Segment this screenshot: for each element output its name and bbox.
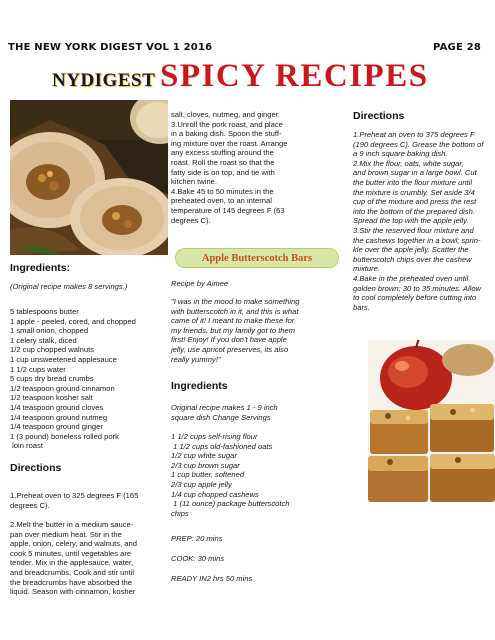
text-line: temperature of 145 degrees F (63 bbox=[171, 205, 285, 215]
list-item: 1 small onion, chopped bbox=[10, 326, 89, 336]
recipe1-ingredients-heading: Ingredients: bbox=[10, 262, 71, 274]
list-item: 1/2 cup white sugar bbox=[171, 451, 237, 461]
text-line: cook 5 minutes, until vegetables are bbox=[10, 548, 132, 558]
text-line: salt, cloves, nutmeg, and ginger. bbox=[171, 110, 280, 119]
text-line: tender. Mix in the applesauce, water, bbox=[10, 558, 134, 568]
text-line: cup of the mixture and press the rest bbox=[353, 197, 477, 207]
recipe1-ingredients-list bbox=[10, 307, 170, 451]
list-item: 1/4 teaspoon ground nutmeg bbox=[10, 412, 108, 422]
text-line: Spread the top with the apple jelly. bbox=[353, 216, 469, 226]
recipe2-directions-heading: Directions bbox=[353, 110, 405, 122]
text-line: my friends, but my family got to them bbox=[171, 325, 296, 335]
text-line: ing mixture over the roast. Arrange bbox=[171, 138, 288, 148]
text-line: preheated oven, to an internal bbox=[171, 196, 272, 206]
recipe2-ingredients-heading: Ingredients bbox=[171, 380, 228, 392]
list-item: 1 cup butter, softened bbox=[171, 470, 245, 480]
text-line: any excess stuffing around the bbox=[171, 148, 274, 158]
recipe1-step-2 bbox=[10, 520, 170, 597]
recipe2-byline: Recipe by Aimee bbox=[171, 279, 229, 288]
recipe2-ready-time: READY IN2 hrs 50 mins bbox=[171, 574, 253, 583]
text-line: 3.Stir the reserved flour mixture and bbox=[353, 225, 474, 235]
text-line: into the bottom of the prepared dish. bbox=[353, 206, 476, 216]
text-line: 4.Bake in the preheated oven until bbox=[353, 273, 469, 283]
recipe1-servings: (Original recipe makes 8 servings.) bbox=[10, 282, 128, 291]
text-line: 1.Preheat an oven to 375 degrees F bbox=[353, 130, 475, 139]
recipe2-directions bbox=[353, 130, 491, 312]
text-line: a 9 inch square baking dish. bbox=[353, 149, 448, 159]
text-line: Original recipe makes 1 - 9 inch bbox=[171, 403, 278, 412]
recipe2-ingredients-list bbox=[171, 432, 347, 518]
list-item: loin roast bbox=[10, 441, 43, 451]
text-line: roast. Roll the roast so that the bbox=[171, 157, 275, 167]
recipe2-cook-time: COOK: 30 mins bbox=[171, 554, 225, 563]
list-item: 1 1/2 cups old-fashioned oats bbox=[171, 441, 273, 451]
stuffed-pork-photo bbox=[10, 100, 168, 255]
section-title: SPICY RECIPES bbox=[160, 58, 429, 94]
recipe1-directions-heading: Directions bbox=[10, 462, 62, 474]
text-line: jelly, use apricot preserves, its also bbox=[171, 344, 289, 354]
text-line: kle over the apple jelly. Scatter the bbox=[353, 245, 469, 255]
text-line: 4.Bake 45 to 50 minutes in the bbox=[171, 186, 274, 196]
text-line: in a baking dish. Spoon the stuff- bbox=[171, 129, 282, 139]
text-line: liquid. Season with cinnamon, kosher bbox=[10, 587, 136, 597]
page-number: PAGE 28 bbox=[433, 42, 481, 53]
text-line: really yummy!" bbox=[171, 354, 221, 364]
text-line: kitchen twine. bbox=[171, 177, 218, 187]
list-item: 1/4 teaspoon ground ginger bbox=[10, 422, 103, 432]
list-item: 5 cups dry bread crumbs bbox=[10, 374, 94, 384]
list-item: 1 (3 pound) boneless rolled pork bbox=[10, 431, 119, 441]
text-line: bars. bbox=[353, 302, 370, 312]
text-line: and brown sugar in a large bowl. Cut bbox=[353, 168, 477, 178]
list-item: 1 celery stalk, diced bbox=[10, 335, 77, 345]
text-line: 1.Preheat oven to 325 degrees F (165 bbox=[10, 491, 139, 500]
text-line: and breadcrumbs. Cook and stir until bbox=[10, 567, 135, 577]
text-line: the butter into the flour mixture until bbox=[353, 177, 473, 187]
list-item: 1 1/2 cups water bbox=[10, 364, 66, 374]
text-line: first! Enjoy! If you don't have apple bbox=[171, 335, 287, 345]
text-line: 2.Melt the butter in a medium sauce- bbox=[10, 520, 134, 529]
recipe2-title: Apple Butterscotch Bars bbox=[201, 252, 313, 264]
text-line: the breadcrumbs have absorbed the bbox=[10, 577, 133, 587]
list-item: 1/2 cup chopped walnuts bbox=[10, 345, 95, 355]
list-item: 2/3 cup apple jelly bbox=[171, 479, 232, 489]
masthead-logo: NYDIGEST bbox=[52, 70, 156, 91]
list-item: 1/4 teaspoon ground cloves bbox=[10, 402, 104, 412]
list-item: chips bbox=[171, 508, 189, 518]
list-item: 1/2 teaspoon ground cinnamon bbox=[10, 383, 115, 393]
publication-title: THE NEW YORK DIGEST VOL 1 2016 bbox=[8, 42, 213, 53]
list-item: 1 apple - peeled, cored, and chopped bbox=[10, 316, 136, 326]
recipe2-servings bbox=[171, 403, 347, 422]
text-line: fatty side is on top, and tie with bbox=[171, 167, 275, 177]
recipe2-prep-time: PREP: 20 mins bbox=[171, 534, 223, 543]
list-item: 1/2 teaspoon kosher salt bbox=[10, 393, 93, 403]
list-item: 2/3 cup brown sugar bbox=[171, 460, 240, 470]
list-item: 1 (11 ounce) package butterscotch bbox=[171, 499, 290, 509]
text-line: golden brown; 30 to 35 minutes. Allow bbox=[353, 283, 482, 293]
text-line: mixture. bbox=[353, 264, 381, 274]
text-line: the cashews together in a bowl; sprin- bbox=[353, 235, 481, 245]
text-line: 3.Unroll the pork roast, and place bbox=[171, 119, 283, 129]
apple-bars-photo bbox=[368, 340, 495, 502]
text-line: pan over medium heat. Stir in the bbox=[10, 529, 122, 539]
text-line: apple, onion, celery, and walnuts, and bbox=[10, 539, 137, 549]
text-line: butterscotch chips over the cashew bbox=[353, 254, 472, 264]
text-line: degrees C). bbox=[171, 215, 211, 225]
text-line: to cool completely before cutting into bbox=[353, 293, 477, 303]
list-item: 1 cup unsweetened applesauce bbox=[10, 354, 117, 364]
text-line: degrees C). bbox=[10, 500, 50, 510]
text-line: 2.Mix the flour, oats, white sugar, bbox=[353, 158, 464, 168]
list-item: 1/4 cup chopped cashews bbox=[171, 489, 259, 499]
list-item: 1 1/2 cups self-rising flour bbox=[171, 432, 258, 441]
recipe2-quote bbox=[171, 297, 347, 364]
recipe2-title-badge bbox=[175, 248, 339, 268]
text-line: the mixture is crumbly. Set aside 3/4 bbox=[353, 187, 475, 197]
text-line: came of it! I meant to make these for bbox=[171, 316, 295, 326]
text-line: (190 degrees C). Grease the bottom of bbox=[353, 139, 484, 149]
recipe1-steps-continued bbox=[171, 110, 347, 225]
recipe1-step-1 bbox=[10, 491, 170, 510]
list-item: 5 tablespoons butter bbox=[10, 307, 79, 316]
text-line: "I was in the mood to make something bbox=[171, 297, 300, 306]
text-line: with butterscotch in it, and this is what bbox=[171, 306, 299, 316]
text-line: square dish Change Servings bbox=[171, 412, 271, 422]
